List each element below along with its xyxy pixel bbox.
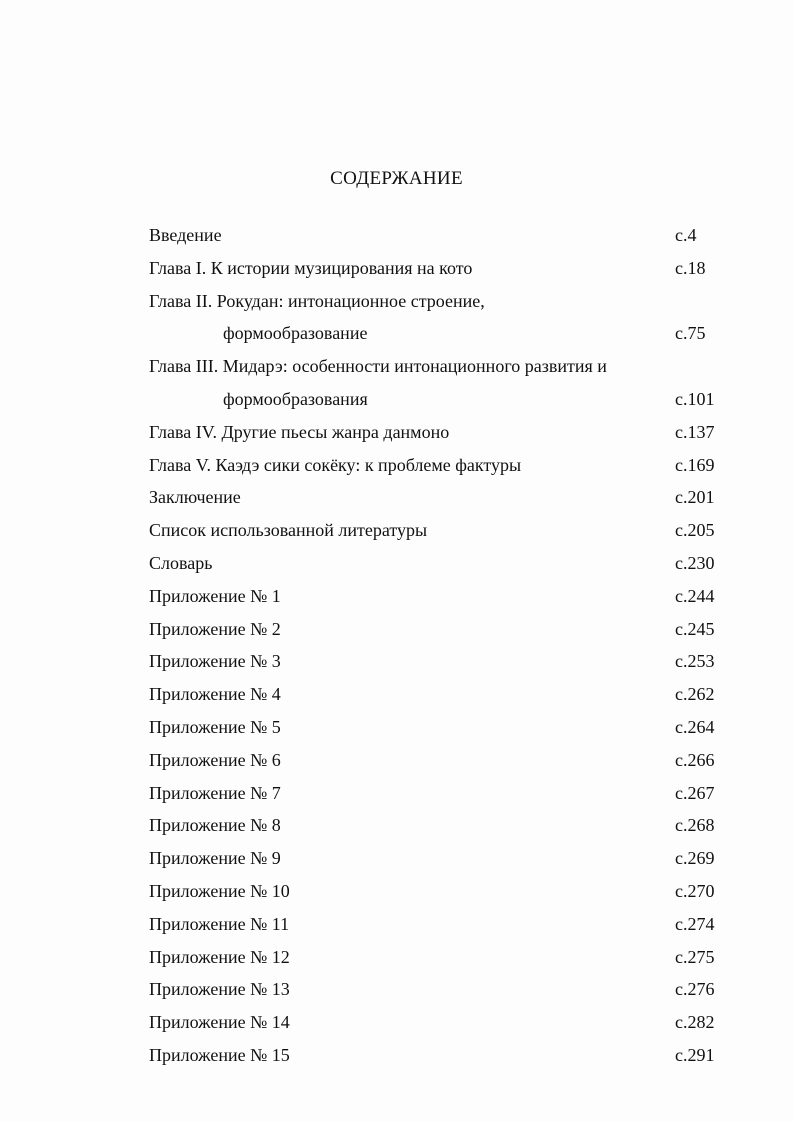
toc-entry-chapter-1 — [149, 254, 729, 287]
toc-entry-appendix-4 — [149, 680, 729, 713]
toc-entry-label: Приложение № 15 — [149, 1044, 290, 1065]
toc-entry-page: с.205 — [675, 520, 715, 541]
toc-entry-page: с.201 — [675, 487, 715, 508]
toc-entry-page: с.270 — [675, 880, 715, 901]
toc-entry-page: с.276 — [675, 979, 715, 1000]
toc-entry-appendix-2 — [149, 615, 729, 648]
toc-entry-label: формообразование — [223, 323, 368, 344]
toc-entry-page: с.282 — [675, 1012, 715, 1033]
toc-entry-appendix-9 — [149, 844, 729, 877]
toc-entry-label: Приложение № 3 — [149, 651, 281, 672]
table-of-contents — [149, 221, 729, 1074]
page-title: СОДЕРЖАНИЕ — [330, 168, 463, 189]
toc-entry-appendix-6 — [149, 746, 729, 779]
toc-entry-chapter-3 — [149, 352, 729, 385]
toc-entry-appendix-12 — [149, 943, 729, 976]
toc-entry-bibliography — [149, 516, 729, 549]
toc-entry-label: Словарь — [149, 552, 213, 573]
toc-entry-page: с.244 — [675, 585, 715, 606]
toc-entry-page: с.274 — [675, 913, 715, 934]
toc-entry-page: с.4 — [675, 225, 697, 245]
toc-entry-chapter-3-continued — [149, 385, 729, 418]
toc-entry-page: с.18 — [675, 257, 706, 278]
toc-entry-appendix-3 — [149, 647, 729, 680]
toc-entry-appendix-5 — [149, 713, 729, 746]
toc-entry-label: Приложение № 2 — [149, 618, 281, 639]
toc-entry-page: с.245 — [675, 618, 715, 639]
toc-entry-label: Приложение № 6 — [149, 749, 281, 770]
toc-entry-label: Приложение № 14 — [149, 1012, 290, 1033]
toc-entry-label: Приложение № 11 — [149, 913, 290, 934]
toc-entry-appendix-13 — [149, 975, 729, 1008]
toc-entry-page: с.137 — [675, 421, 715, 442]
toc-entry-label: Приложение № 4 — [149, 684, 281, 705]
toc-entry-label: Приложение № 8 — [149, 815, 281, 836]
toc-entry-page: с.268 — [675, 815, 715, 836]
toc-entry-appendix-10 — [149, 877, 729, 910]
toc-entry-label: Глава IV. Другие пьесы жанра данмоно — [149, 421, 450, 442]
toc-entry-appendix-8 — [149, 811, 729, 844]
toc-entry-page: с.266 — [675, 749, 715, 770]
toc-entry-page: с.253 — [675, 651, 715, 672]
toc-entry-page: с.269 — [675, 848, 715, 869]
toc-entry-appendix-1 — [149, 582, 729, 615]
toc-entry-page: с.75 — [675, 323, 706, 344]
toc-entry-page: с.267 — [675, 782, 715, 803]
toc-entry-appendix-11 — [149, 910, 729, 943]
toc-entry-appendix-14 — [149, 1008, 729, 1041]
toc-entry-chapter-5 — [149, 451, 729, 484]
toc-entry-label: Приложение № 1 — [149, 585, 281, 606]
toc-entry-chapter-2 — [149, 287, 729, 320]
toc-entry-appendix-7 — [149, 779, 729, 812]
toc-entry-label: Глава I. К истории музицирования на кото — [149, 257, 473, 278]
toc-entry-page: с.169 — [675, 454, 715, 475]
toc-entry-page: с.101 — [675, 388, 715, 409]
toc-entry-label: Приложение № 13 — [149, 979, 290, 1000]
toc-entry-appendix-15 — [149, 1041, 729, 1074]
toc-entry-label: Заключение — [149, 487, 241, 508]
toc-entry-label: Приложение № 10 — [149, 880, 290, 901]
toc-entry-label: Глава II. Рокудан: интонационное строение, — [149, 290, 485, 311]
toc-entry-label: Глава III. Мидарэ: особенности интонационного развития и — [149, 356, 607, 377]
toc-entry-chapter-4 — [149, 418, 729, 451]
toc-entry-label: Приложение № 9 — [149, 848, 281, 869]
toc-entry-page: с.230 — [675, 552, 715, 573]
toc-entry-glossary — [149, 549, 729, 582]
toc-entry-conclusion — [149, 483, 729, 516]
toc-entry-label: Глава V. Каэдэ сики сокёку: к проблеме фактуры — [149, 454, 522, 475]
toc-entry-label: Введение — [149, 225, 222, 245]
toc-entry-page: с.275 — [675, 946, 715, 967]
toc-entry-chapter-2-continued — [149, 319, 729, 352]
toc-entry-page: с.262 — [675, 684, 715, 705]
toc-entry-label: формообразования — [223, 388, 368, 409]
toc-entry-page: с.264 — [675, 716, 715, 737]
toc-entry-label: Список использованной литературы — [149, 520, 428, 541]
toc-entry-label: Приложение № 5 — [149, 716, 281, 737]
toc-entry-label: Приложение № 7 — [149, 782, 281, 803]
toc-entry-introduction — [149, 221, 729, 254]
toc-entry-label: Приложение № 12 — [149, 946, 290, 967]
toc-entry-page: с.291 — [675, 1044, 715, 1065]
